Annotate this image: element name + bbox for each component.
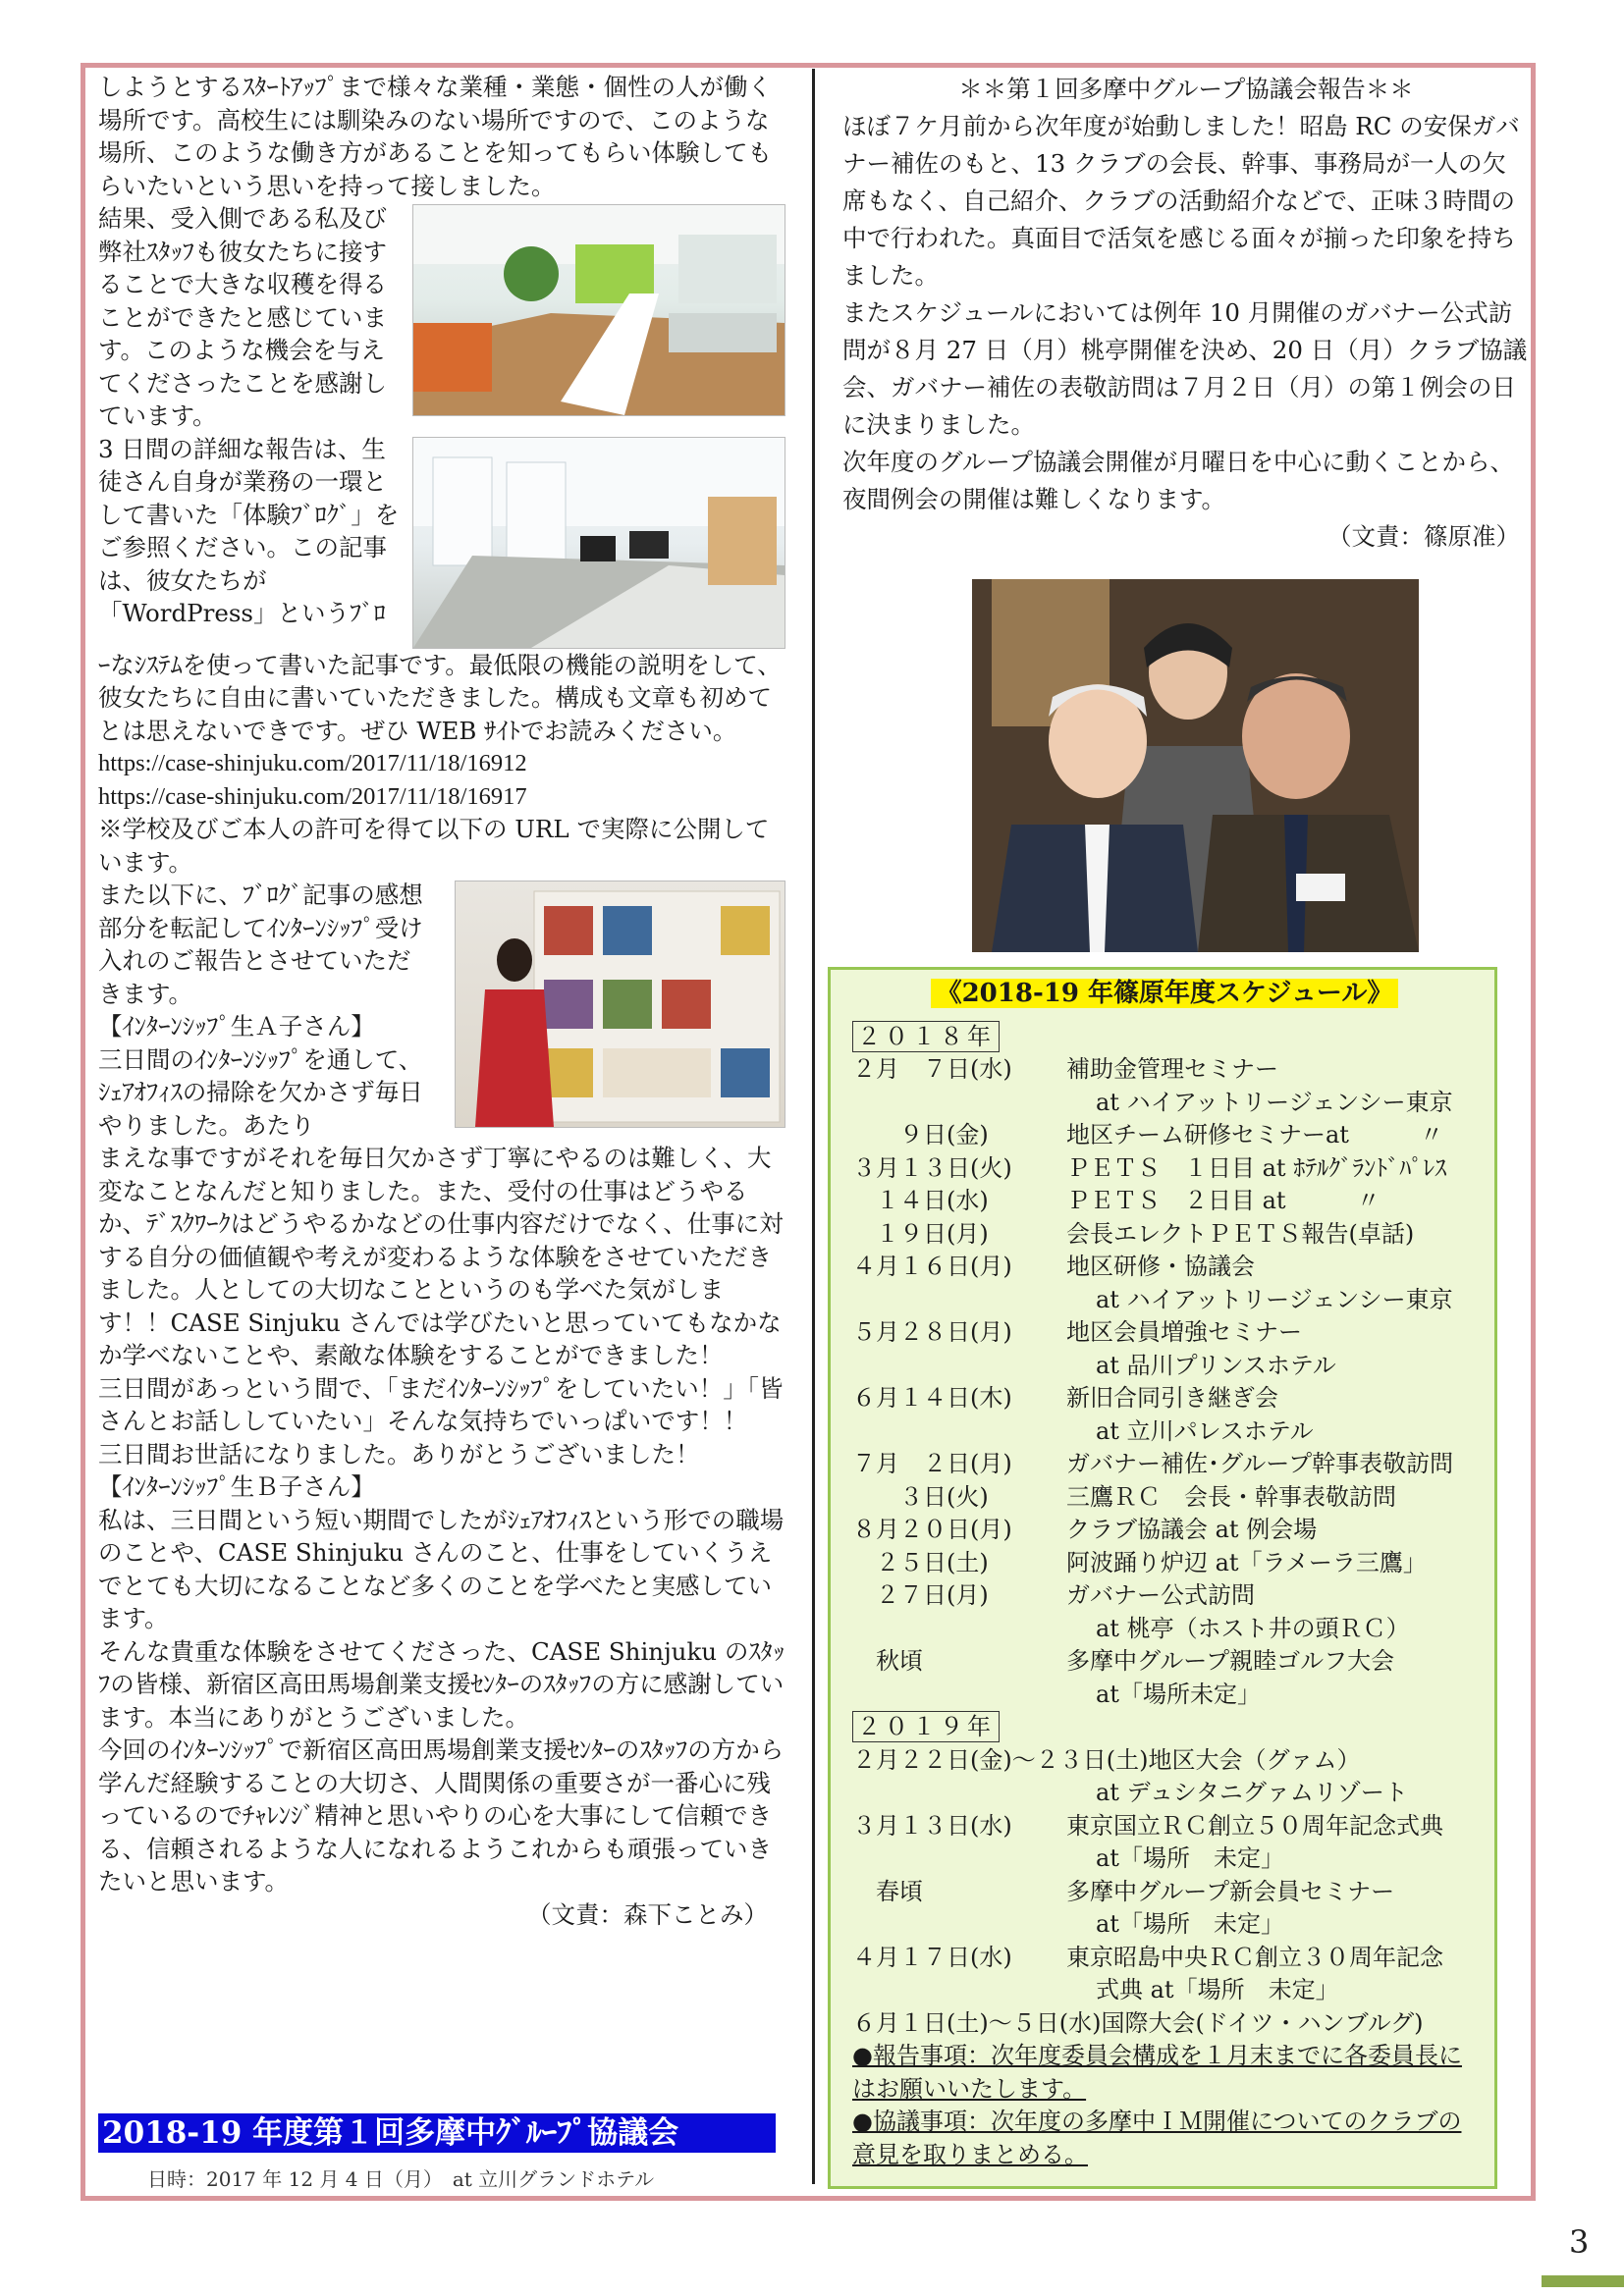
detail-continued: ｰなｼｽﾃﾑを使って書いた記事です。最低限の機能の説明をして、彼女たちに自由に書いていただきました。構成も文章も初めてとは思えないできです。ぜひ WEB ｻｲﾄでお読みください。 <box>98 650 782 745</box>
bookshelf-photo <box>455 881 785 1128</box>
schedule-row <box>852 2007 1477 2041</box>
report-paragraph-1: ほぼ７ケ月前から次年度が始動しました！昭島 RC の安保ガバナー補佐のもと、13 クラブの会長、幹事、事務局が一人の欠席もなく、自己紹介、クラブの活動紹介などで、正味３時間の中で行われた。真面目で活気を感じる面々が揃った印象を持ちました。 <box>842 112 1520 290</box>
schedule-row <box>852 1382 1477 1415</box>
intern-b-text-3: 今回のｲﾝﾀｰﾝｼｯﾌﾟで新宿区高田馬場創業支援ｾﾝﾀｰのｽﾀｯﾌの方から学んだ経験することの大切さ、人間関係の重要さが一番心に残っているのでﾁｬﾚﾝｼﾞ精神と思いやりの心を大事にして信頼できる、信頼されるような人になれるようこれからも頑張っていきたいと思います。 <box>98 1735 785 1896</box>
office-photo-2 <box>412 437 785 649</box>
meeting-banner: 2018-19 年度第１回多摩中ｸﾞﾙｰﾌﾟ協議会 <box>98 2113 776 2153</box>
intern-b-text: 私は、三日間という短い期間でしたがｼｪｱｵﾌｨｽという形での職場のことや、CASE Shinjuku さんのこと、仕事をしていくうえでとても大切になることなど多くのことを学べたと実感しています。 <box>98 1505 785 1632</box>
schedule-date: ５月２８日(月) <box>852 1318 1012 1346</box>
schedule-event: 地区研修・協議会 <box>1066 1253 1255 1280</box>
discussion-note: ●協議事項：次年度の多摩中ＩＭ開催についてのクラブの意見を取りまとめる。 <box>852 2108 1462 2168</box>
detail-paragraph: 3 日間の詳細な報告は、生徒さん自身が業務の一環として書いた「体験ﾌﾞﾛｸﾞ」をご参照ください。この記事は、彼女たちが「WordPress」というﾌﾞﾛ <box>98 434 400 627</box>
intro-paragraph: しようとするｽﾀｰﾄｱｯﾌﾟまで様々な業種・業態・個性の人が働く場所です。高校生には馴染みのない場所ですので、このような場所、このような働き方があることを知ってもらい体験してもらいたいという思いを持って接しました。 <box>98 73 772 200</box>
schedule-row <box>852 1842 1477 1876</box>
schedule-event: ガバナー公式訪問 <box>1066 1581 1255 1609</box>
right-column <box>842 71 1530 556</box>
report-note: ●報告事項：次年度委員会構成を１月末までに各委員長にはお願いいたします。 <box>852 2042 1462 2103</box>
schedule-event: クラブ協議会 at 例会場 <box>1066 1516 1318 1543</box>
schedule-event: 補助金管理セミナー <box>1066 1055 1278 1083</box>
schedule-date: ３日(火) <box>852 1482 989 1511</box>
schedule-row <box>852 1645 1477 1679</box>
page-number-bar <box>1542 2275 1624 2287</box>
blog-intro-paragraph: また以下に、ﾌﾞﾛｸﾞ記事の感想部分を転記してｲﾝﾀｰﾝｼｯﾌﾟ受け入れのご報告とさせていただきます。 <box>98 881 423 1008</box>
schedule-row <box>852 1481 1477 1515</box>
schedule-event: 地区チーム研修セミナーat 〃 <box>1066 1121 1443 1148</box>
schedule-2018-list <box>852 1053 1477 1711</box>
schedule-row <box>852 1744 1477 1778</box>
schedule-venue: at デュシタニグァムリゾート <box>1096 1779 1408 1806</box>
schedule-date: ３月１３日(水) <box>852 1811 1012 1840</box>
schedule-date: １９日(月) <box>852 1219 989 1248</box>
intern-a-text-3: 三日間お世話になりました。ありがとうございました！ <box>98 1439 700 1468</box>
schedule-row <box>852 1679 1477 1712</box>
schedule-date: １４日(水) <box>852 1187 989 1214</box>
schedule-date: ８月２０日(月) <box>852 1516 1012 1543</box>
report-credit: （文責：篠原准） <box>1327 522 1520 551</box>
schedule-row <box>852 1942 1477 1975</box>
page-number: 3 <box>1569 2223 1590 2261</box>
schedule-event: ＰＥＴＳ ２日目 at 〃 <box>1066 1187 1380 1214</box>
schedule-date: 秋頃 <box>852 1647 923 1675</box>
schedule-venue: at「場所未定」 <box>1096 1680 1261 1708</box>
schedule-date: ２５日(土) <box>852 1548 989 1576</box>
schedule-date: 春頃 <box>852 1877 923 1905</box>
schedule-event: 東京国立ＲＣ創立５０周年記念式典 <box>1066 1811 1443 1840</box>
schedule-event: 会長エレクトＰＥＴＳ報告(卓話) <box>1066 1219 1415 1248</box>
schedule-date: ９日(金) <box>852 1121 989 1148</box>
left-credit: （文責：森下ことみ） <box>527 1899 768 1929</box>
schedule-event: 阿波踊り炉辺 at「ラメーラ三鷹」 <box>1066 1548 1427 1576</box>
schedule-venue: at 品川プリンスホテル <box>1096 1351 1336 1379</box>
year-2018-label: ２０１８年 <box>852 1021 1000 1052</box>
schedule-date: ７月 ２日(月) <box>852 1450 1012 1477</box>
schedule-event: 多摩中グループ新会員セミナー <box>1066 1877 1395 1905</box>
schedule-venue: at「場所 未定」 <box>1096 1910 1284 1938</box>
intern-b-text-2: そんな貴重な体験をさせてくださった、CASE Shinjuku のｽﾀｯﾌの皆様、新宿区高田馬場創業支援ｾﾝﾀｰのｽﾀｯﾌの方に感謝しています。本当にありがとうございました。 <box>98 1636 785 1732</box>
schedule-venue: 式典 at「場所 未定」 <box>1096 1976 1339 2003</box>
schedule-date: ６月１日(土)〜５日(水)国際大会(ドイツ・ハンブルグ) <box>852 2008 1424 2037</box>
schedule-venue: at 桃亭（ホスト井の頭ＲＣ） <box>1096 1614 1410 1642</box>
schedule-row <box>852 1415 1477 1449</box>
intern-a-label: 【ｲﾝﾀｰﾝｼｯﾌﾟ生Ａ子さん】 <box>98 1012 375 1041</box>
schedule-venue: at 立川パレスホテル <box>1096 1416 1314 1445</box>
schedule-row <box>852 1316 1477 1350</box>
schedule-event: 三鷹ＲＣ 会長・幹事表敬訪問 <box>1066 1482 1396 1511</box>
schedule-row <box>852 1119 1477 1152</box>
schedule-venue: at ハイアットリージェンシー東京 <box>1096 1285 1453 1313</box>
schedule-2019-list <box>852 1744 1477 2041</box>
schedule-row <box>852 1777 1477 1810</box>
intern-b-label: 【ｲﾝﾀｰﾝｼｯﾌﾟ生Ｂ子さん】 <box>98 1472 375 1501</box>
schedule-row <box>852 1448 1477 1481</box>
schedule-row <box>852 1974 1477 2007</box>
year-2019-label: ２０１９年 <box>852 1711 1000 1742</box>
office-photo-1 <box>412 204 785 416</box>
group-photo <box>972 579 1419 952</box>
blog-intro-text <box>98 879 432 1142</box>
report-paragraph-3: 次年度のグループ協議会開催が月曜日を中心に動くことから、夜間例会の開催は難しくなります。 <box>842 448 1515 513</box>
schedule-event: ガバナー補佐･グループ幹事表敬訪問 <box>1066 1450 1454 1477</box>
schedule-event: ＰＥＴＳ １日目 at ﾎﾃﾙｸﾞﾗﾝﾄﾞﾊﾟﾚｽ <box>1066 1153 1447 1182</box>
blog-intro-block <box>98 879 785 1142</box>
schedule-event: 多摩中グループ親睦ゴルフ大会 <box>1066 1647 1395 1675</box>
schedule-date: ４月１７日(水) <box>852 1943 1012 1971</box>
left-column <box>98 71 785 1931</box>
schedule-event: 東京昭島中央ＲＣ創立３０周年記念 <box>1066 1943 1443 1971</box>
schedule-row <box>852 1810 1477 1843</box>
result-block <box>98 202 785 433</box>
schedule-venue: at ハイアットリージェンシー東京 <box>1096 1088 1453 1116</box>
schedule-box <box>828 967 1497 2189</box>
schedule-event: 新旧合同引き継ぎ会 <box>1066 1384 1278 1412</box>
schedule-row <box>852 1087 1477 1120</box>
report-heading: ＊＊第１回多摩中グループ協議会報告＊＊ <box>958 75 1414 103</box>
intern-a-text: まえな事ですがそれを毎日欠かさず丁寧にやるのは難しく、大変なことなんだと知りました。また、受付の仕事はどうやるか、ﾃﾞｽｸﾜｰｸはどうやるかなどの仕事内容だけでなく、仕事に対する自分の価値観や考えが変わるような体験をさせていただきました。人としての大切なことというのも学べた気がします！！CASE Sinjuku さんでは学びたいと思っていてもなかなか学べないことや、素敵な体験をすることができました！ <box>98 1144 784 1369</box>
schedule-date: ４月１６日(月) <box>852 1253 1012 1280</box>
schedule-title: 《2018-19 年篠原年度スケジュール》 <box>852 978 1477 1011</box>
result-paragraph: 結果、受入側である私及び弊社ｽﾀｯﾌも彼女たちに接することで大きな収穫を得ることができたと感じています。このような機会を与えてくださったことを感謝しています。 <box>98 204 387 430</box>
intern-a-text-2: 三日間があっという間で、「まだｲﾝﾀｰﾝｼｯﾌﾟをしていたい！」「皆さんとお話ししていたい」そんな気持ちでいっぱいです！！ <box>98 1373 784 1435</box>
schedule-row <box>852 1613 1477 1646</box>
schedule-date: ３月１３日(火) <box>852 1153 1012 1182</box>
schedule-row <box>852 1908 1477 1942</box>
schedule-row <box>852 1579 1477 1613</box>
detail-block <box>98 433 785 649</box>
blog-url-1[interactable]: https://case-shinjuku.com/2017/11/18/16912 <box>98 750 527 776</box>
schedule-row <box>852 1251 1477 1284</box>
schedule-event: 地区会員増強セミナー <box>1066 1318 1302 1346</box>
report-paragraph-2: またスケジュールにおいては例年 10 月開催のガバナー公式訪問が８月 27 日（月）桃亭開催を決め、20 日（月）クラブ協議会、ガバナー補佐の表敬訪問は７月２日（月）の第１例会の日に決まりました。 <box>842 298 1528 439</box>
schedule-date: ２月 ７日(水) <box>852 1055 1012 1083</box>
schedule-row <box>852 1547 1477 1580</box>
schedule-row <box>852 1514 1477 1547</box>
schedule-date: ２７日(月) <box>852 1581 989 1609</box>
schedule-row <box>852 1185 1477 1218</box>
schedule-row <box>852 1218 1477 1252</box>
schedule-row <box>852 1876 1477 1909</box>
intern-a-start: 三日間のｲﾝﾀｰﾝｼｯﾌﾟを通して、ｼｪｱｵﾌｨｽの掃除を欠かさず毎日やりました。あたり <box>98 1044 423 1140</box>
meeting-banner-subtitle: 日時：2017 年 12 月 4 日（月） at 立川グランドホテル <box>147 2167 655 2191</box>
schedule-date: ２月２２日(金)〜２３日(土)地区大会（グァム） <box>852 1745 1361 1774</box>
schedule-date: ６月１４日(木) <box>852 1384 1012 1412</box>
permission-note: ※学校及びご本人の許可を得て以下の URL で実際に公開しています。 <box>98 815 770 877</box>
schedule-row <box>852 1053 1477 1087</box>
column-divider <box>812 69 815 2184</box>
blog-url-2[interactable]: https://case-shinjuku.com/2017/11/18/16917 <box>98 782 527 810</box>
schedule-row <box>852 1152 1477 1186</box>
schedule-row <box>852 1350 1477 1383</box>
schedule-venue: at「場所 未定」 <box>1096 1844 1284 1872</box>
schedule-row <box>852 1284 1477 1317</box>
